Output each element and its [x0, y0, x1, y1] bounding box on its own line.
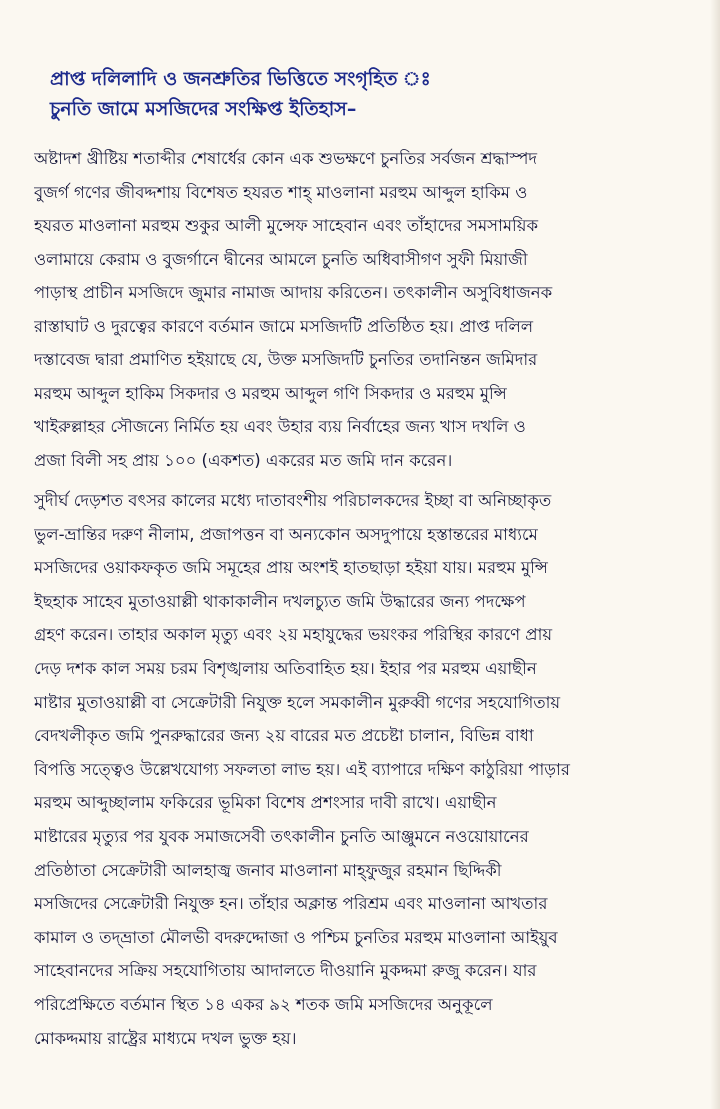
text-line: প্রতিষ্ঠাতা সেক্রেটারী আলহাজ্ব জনাব মাওলানা মাহ্ফুজুর রহমান ছিদ্দিকী: [34, 860, 502, 880]
text-line: হযরত মাওলানা মরহুম শুকুর আলী মুন্সেফ সাহেবান এবং তাঁহাদের সমসাময়িক: [34, 216, 539, 235]
text-line: সুদীর্ঘ দেড়শত বৎসর কালের মধ্যে দাতাবংশীয় পরিচালকদের ইচ্ছা বা অনিচ্ছাকৃত: [34, 491, 552, 510]
text-line: পাড়াস্থ প্রাচীন মসজিদে জুমার নামাজ আদায় করিতেন। তৎকালীন অসুবিধাজনক: [34, 283, 553, 302]
text-line: বেদখলীকৃত জমি পুনরুদ্ধারের জন্য ২য় বারের মত প্রচেষ্টা চালান, বিভিন্ন বাধা: [34, 726, 534, 746]
text-line: অষ্টাদশ খ্রীষ্টিয় শতাব্দীর শেষার্ধের কোন এক শুভক্ষণে চুনতির সর্বজন শ্রদ্ধাস্পদ: [34, 149, 538, 168]
heading-source-note: প্রাপ্ত দলিলাদি ও জনশ্রুতির ভিত্তিতে সংগৃহিত ঃ: [50, 68, 431, 90]
text-line: মসজিদের ওয়াকফকৃত জমি সমূহের প্রায় অংশই হাতছাড়া হইয়া যায়। মরহুম মুন্সি: [34, 558, 548, 578]
paragraph-2: [34, 484, 694, 1055]
text-line: মরহুম আব্দুচ্ছালাম ফকিরের ভূমিকা বিশেষ প্রশংসার দাবী রাখে। এয়াছীন: [34, 793, 497, 813]
paragraph-1: [34, 142, 694, 477]
text-line: পরিপ্রেক্ষিতে বর্তমান স্থিত ১৪ একর ৯২ শতক জমি মসজিদের অনুকূলে: [34, 994, 493, 1014]
text-line: মাষ্টারের মৃত্যুর পর যুবক সমাজসেবী তৎকালীন চুনতি আঞ্জুমনে নওয়োয়ানের: [34, 826, 529, 846]
text-line: কামাল ও তদ্‌ভ্রাতা মৌলভী বদরুদ্দোজা ও পশ্চিম চুনতির মরহুম মাওলানা আইয়ুব: [34, 927, 558, 947]
text-line: সাহেবানদের সক্রিয় সহযোগিতায় আদালতে দীওয়ানি মুকদ্দমা রুজু করেন। যার: [34, 961, 537, 981]
heading-title: চুনতি জামে মসজিদের সংক্ষিপ্ত ইতিহাস–: [50, 98, 357, 120]
text-line: দেড় দশক কাল সময় চরম বিশৃঙ্খলায় অতিবাহিত হয়। ইহার পর মরহুম এয়াছীন: [34, 658, 537, 678]
text-line: খাইরুল্লাহর সৌজন্যে নির্মিত হয় এবং উহার ব্যয় নির্বাহের জন্য খাস দখলি ও: [34, 417, 526, 436]
text-line: বিপত্তি সত্ত্বেও উল্লেখযোগ্য সফলতা লাভ হয়। এই ব্যাপারে দক্ষিণ কাঠুরিয়া পাড়ার: [34, 759, 570, 779]
text-line: মরহুম আব্দুল হাকিম সিকদার ও মরহুম আব্দুল গণি সিকদার ও মরহুম মুন্সি: [34, 383, 507, 403]
document-heading: [50, 64, 670, 124]
text-line: প্রজা বিলী সহ প্রায় ১০০ (একশত) একরের মত জমি দান করেন।: [34, 450, 453, 470]
text-line: গ্রহণ করেন। তাহার অকাল মৃত্যু এবং ২য় মহাযুদ্ধের ভয়ংকর পরিস্থির কারণে প্রায়: [34, 625, 553, 645]
text-line: রাস্তাঘাট ও দুরত্বের কারণে বর্তমান জামে মসজিদটি প্রতিষ্ঠিত হয়। প্রাপ্ত দলিল: [34, 316, 534, 336]
page-edge-shadow: [710, 0, 720, 1109]
text-line: মোকদ্দমায় রাষ্ট্রের মাধ্যমে দখল ভুক্ত হয়।: [34, 1028, 297, 1048]
text-line: ভুল-ভ্রান্তির দরুণ নীলাম, প্রজাপত্তন বা অন্যকোন অসদুপায়ে হস্তান্তরের মাধ্যমে: [34, 524, 538, 544]
text-line: মসজিদের সেক্রেটারী নিযুক্ত হন। তাঁহার অক্লান্ত পরিশ্রম এবং মাওলানা আখতার: [34, 894, 548, 914]
text-line: দস্তাবেজ দ্বারা প্রমাণিত হইয়াছে যে, উক্ত মসজিদটি চুনতির তদানিন্তন জমিদার: [34, 350, 538, 369]
text-line: বুজর্গ গণের জীবদ্দশায় বিশেষত হযরত শাহ্ মাওলানা মরহুম আব্দুল হাকিম ও: [34, 182, 528, 202]
text-line: ইছহাক সাহেব মুতাওয়াল্লী থাকাকালীন দখলচ্যুত জমি উদ্ধারের জন্য পদক্ষেপ: [34, 591, 526, 611]
text-line: মাষ্টার মুতাওয়াল্লী বা সেক্রেটারী নিযুক্ত হলে সমকালীন মুরুব্বী গণের সহযোগিতায়: [34, 692, 561, 712]
text-line: ওলামায়ে কেরাম ও বুজর্গানে দ্বীনের আমলে চুনতি অধিবাসীগণ সুফী মিয়াজী: [34, 249, 528, 269]
